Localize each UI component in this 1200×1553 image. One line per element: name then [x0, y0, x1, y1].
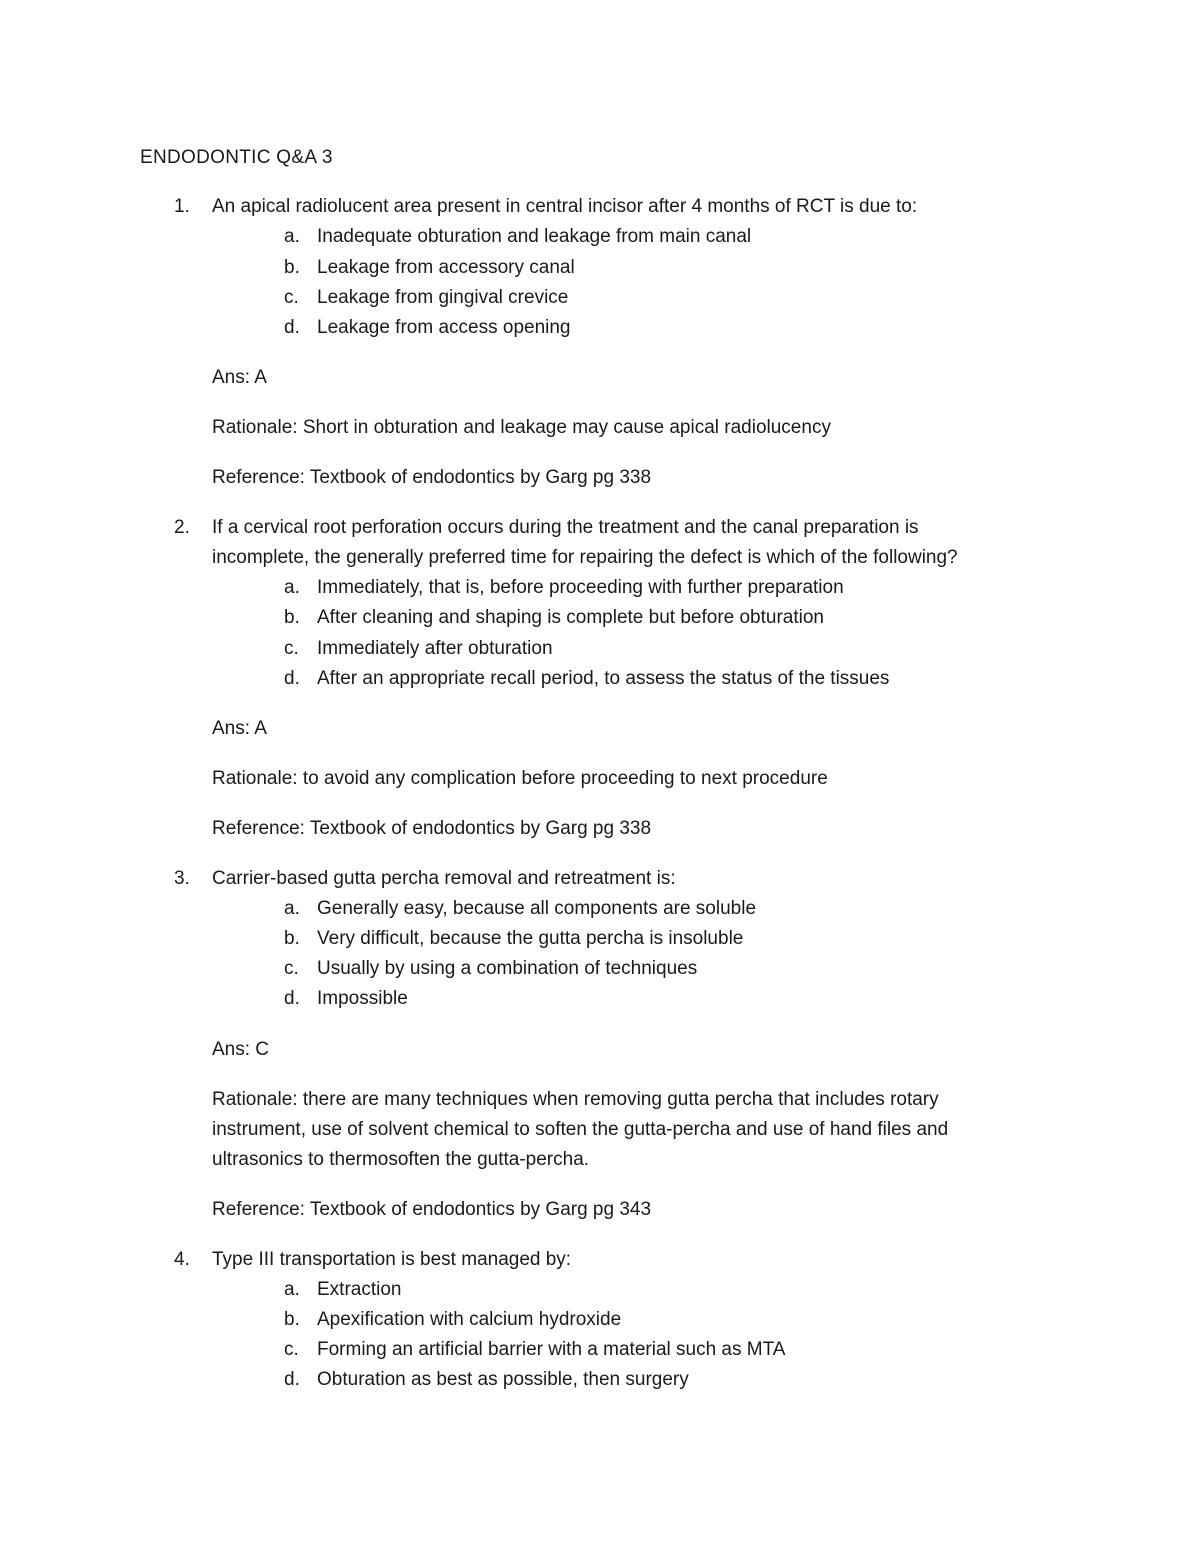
option-text: Leakage from accessory canal: [317, 257, 575, 278]
option-text: Immediately after obturation: [317, 638, 553, 659]
option-letter: a.: [284, 226, 300, 247]
rationale: Rationale: to avoid any complication before proceeding to next procedure: [212, 768, 828, 789]
option-text: After an appropriate recall period, to assess the status of the tissues: [317, 668, 890, 689]
option-text: Apexification with calcium hydroxide: [317, 1309, 622, 1330]
question-text: incomplete, the generally preferred time for repairing the defect is which of the following?: [212, 547, 958, 568]
reference: Reference: Textbook of endodontics by Garg pg 338: [212, 818, 652, 839]
option-text: Generally easy, because all components are soluble: [317, 898, 757, 919]
option-letter: b.: [284, 257, 300, 278]
question-number: 2.: [174, 517, 190, 538]
option-letter: d.: [284, 317, 300, 338]
option-letter: c.: [284, 958, 299, 979]
rationale: Rationale: Short in obturation and leakage may cause apical radiolucency: [212, 417, 831, 438]
reference: Reference: Textbook of endodontics by Garg pg 343: [212, 1199, 652, 1220]
option-text: Usually by using a combination of techniques: [317, 958, 698, 979]
option-letter: b.: [284, 928, 300, 949]
option-letter: c.: [284, 638, 299, 659]
option-letter: a.: [284, 577, 300, 598]
option-letter: a.: [284, 898, 300, 919]
option-text: Leakage from access opening: [317, 317, 571, 338]
option-text: Impossible: [317, 988, 408, 1009]
answer: Ans: C: [212, 1039, 270, 1060]
option-text: Immediately, that is, before proceeding with further preparation: [317, 577, 844, 598]
reference: Reference: Textbook of endodontics by Garg pg 338: [212, 467, 652, 488]
option-text: Inadequate obturation and leakage from main canal: [317, 226, 752, 247]
option-letter: b.: [284, 1309, 300, 1330]
rationale: ultrasonics to thermosoften the gutta-percha.: [212, 1149, 590, 1170]
option-letter: c.: [284, 1339, 299, 1360]
option-letter: c.: [284, 287, 299, 308]
option-text: Obturation as best as possible, then surgery: [317, 1369, 689, 1390]
answer: Ans: A: [212, 367, 267, 388]
option-letter: d.: [284, 668, 300, 689]
option-letter: d.: [284, 988, 300, 1009]
page-title: ENDODONTIC Q&A 3: [140, 147, 333, 168]
question-text: If a cervical root perforation occurs during the treatment and the canal preparation is: [212, 517, 919, 538]
rationale: Rationale: there are many techniques when removing gutta percha that includes rotary: [212, 1089, 939, 1110]
question-number: 3.: [174, 868, 190, 889]
question-number: 4.: [174, 1249, 190, 1270]
option-text: Very difficult, because the gutta percha is insoluble: [317, 928, 744, 949]
answer: Ans: A: [212, 718, 267, 739]
option-letter: a.: [284, 1279, 300, 1300]
option-text: Forming an artificial barrier with a material such as MTA: [317, 1339, 786, 1360]
option-text: Extraction: [317, 1279, 402, 1300]
rationale: instrument, use of solvent chemical to soften the gutta-percha and use of hand files and: [212, 1119, 949, 1140]
question-text: Type III transportation is best managed by:: [212, 1249, 572, 1270]
option-letter: b.: [284, 607, 300, 628]
question-number: 1.: [174, 196, 190, 217]
option-letter: d.: [284, 1369, 300, 1390]
option-text: Leakage from gingival crevice: [317, 287, 569, 308]
question-text: Carrier-based gutta percha removal and retreatment is:: [212, 868, 676, 889]
option-text: After cleaning and shaping is complete but before obturation: [317, 607, 824, 628]
question-text: An apical radiolucent area present in central incisor after 4 months of RCT is due to:: [212, 196, 918, 217]
